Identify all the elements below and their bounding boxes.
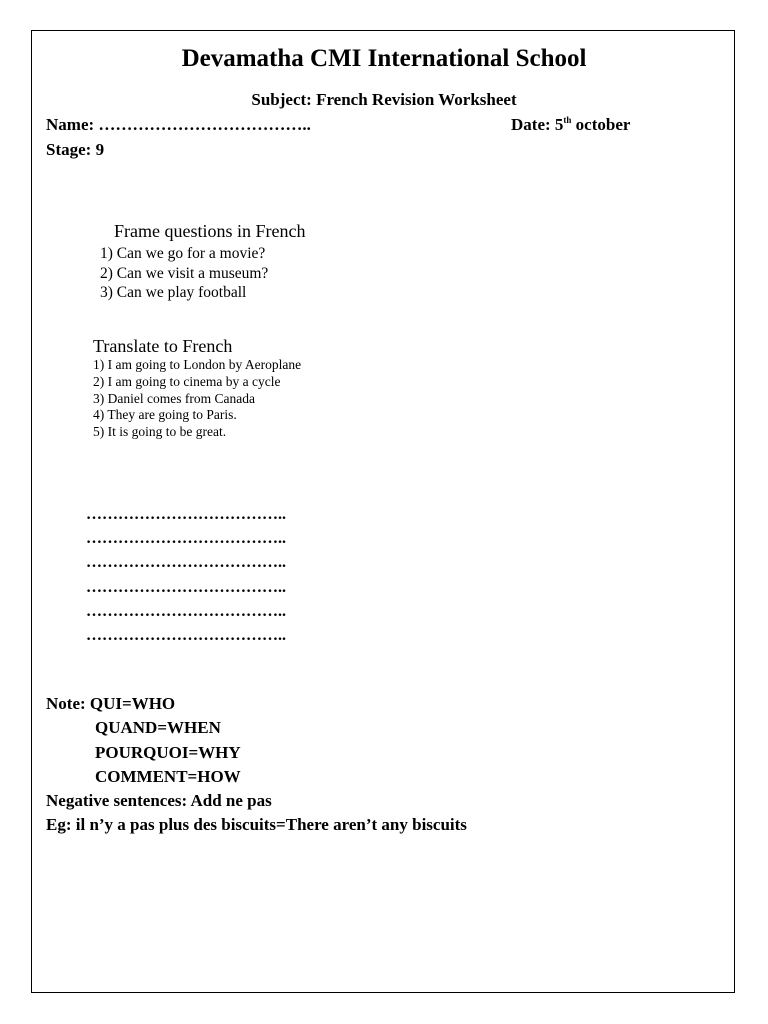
- answer-line: ………………………………..: [86, 530, 286, 548]
- frame-questions-heading: Frame questions in French: [114, 221, 306, 241]
- stage-field: Stage: 9: [46, 140, 105, 159]
- note-line: POURQUOI=WHY: [95, 742, 241, 762]
- answer-lines: [86, 503, 286, 648]
- answer-line: ………………………………..: [86, 578, 286, 596]
- list-item: 2) Can we visit a museum?: [100, 264, 269, 282]
- negative-sentences-line: Negative sentences: Add ne pas: [46, 791, 272, 811]
- date-field: [511, 116, 630, 133]
- date-superscript: th: [563, 115, 572, 125]
- list-item: 4) They are going to Paris.: [93, 407, 237, 423]
- list-item: 2) I am going to cinema by a cycle: [93, 373, 281, 389]
- list-item: 5) It is going to be great.: [93, 424, 227, 440]
- translate-heading: Translate to French: [93, 336, 233, 356]
- list-item: 3) Daniel comes from Canada: [93, 390, 255, 406]
- note-line: COMMENT=HOW: [95, 766, 241, 786]
- answer-line: ………………………………..: [86, 506, 286, 523]
- example-line: Eg: il n’y a pas plus des biscuits=There aren’t any biscuits: [46, 815, 467, 835]
- school-title: Devamatha CMI International School: [181, 45, 587, 72]
- date-prefix: Date: 5: [511, 115, 564, 134]
- answer-line: ………………………………..: [86, 554, 286, 572]
- answer-line: ………………………………..: [86, 602, 286, 620]
- translate-list: [93, 357, 301, 441]
- list-item: 1) I am going to London by Aeroplane: [93, 357, 302, 372]
- note-line: QUAND=WHEN: [95, 718, 221, 738]
- name-field: Name: ………………………………..: [46, 115, 311, 134]
- subject-line: Subject: French Revision Worksheet: [251, 90, 517, 109]
- list-item: 1) Can we go for a movie?: [100, 245, 266, 262]
- date-suffix: october: [571, 115, 631, 134]
- list-item: 3) Can we play football: [100, 284, 247, 301]
- frame-questions-list: [100, 244, 268, 303]
- answer-line: ………………………………..: [86, 627, 286, 645]
- note-line: Note: QUI=WHO: [46, 694, 176, 713]
- note-section: [46, 692, 467, 838]
